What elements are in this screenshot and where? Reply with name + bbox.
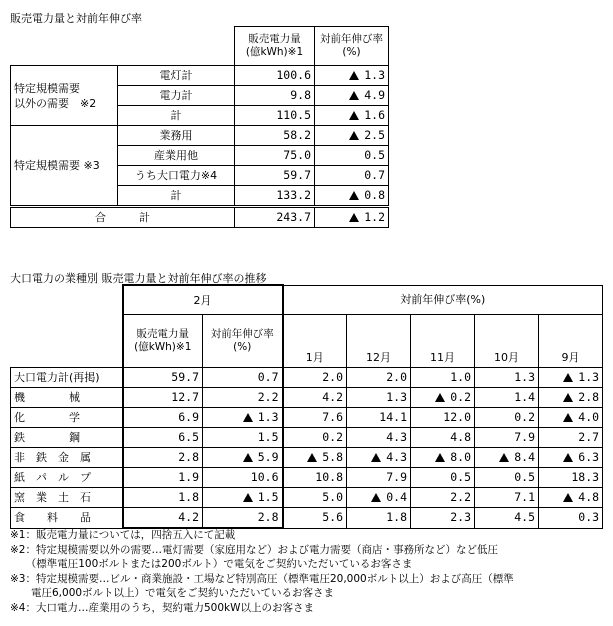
rate-value: 7.9 <box>514 430 535 444</box>
table2-row <box>11 428 603 448</box>
table1-row <box>11 126 389 146</box>
table1-rate <box>315 186 389 207</box>
rate-value: 10.6 <box>250 470 279 484</box>
rate-value: 4.2 <box>322 390 343 404</box>
rate-value: 14.1 <box>379 410 407 424</box>
decrease-triangle-icon <box>371 493 381 502</box>
table2-hist-rate <box>411 508 475 529</box>
table1-row-label: うち大口電力※4 <box>118 166 235 186</box>
table2-hist-rate <box>283 488 347 508</box>
rate-value: 0.2 <box>322 430 343 444</box>
table2-hist-rate <box>475 488 539 508</box>
footnote-line: 電圧6,000ボルト以上）で電気をご契約いただいているお客さま <box>10 587 335 599</box>
table1-col-header: 販売電力量 (億kWh)※1 <box>235 27 315 66</box>
table2-hist-rate <box>539 388 603 408</box>
rate-value: 1.5 <box>257 490 279 504</box>
table1-rate <box>315 86 389 106</box>
decrease-triangle-icon <box>349 111 359 120</box>
table2-hist-rate <box>411 488 475 508</box>
table1-row-label: 電力計 <box>118 86 235 106</box>
decrease-triangle-icon <box>563 493 573 502</box>
table2-row <box>11 448 603 468</box>
table2-hist-rate <box>475 388 539 408</box>
table2-rate <box>203 488 283 508</box>
industry-sales-table <box>10 284 603 529</box>
decrease-triangle-icon <box>563 373 573 382</box>
rate-value: 8.0 <box>450 450 471 464</box>
table2-rate <box>203 408 283 428</box>
table2-row <box>11 508 603 529</box>
table2-hist-rate <box>475 508 539 529</box>
footnote-line: ※2：特定規模需要以外の需要…電灯需要（家庭用など）および電力需要（商店・事務所など）など低圧 <box>10 543 498 556</box>
decrease-triangle-icon <box>563 453 573 462</box>
decrease-triangle-icon <box>563 413 573 422</box>
table2-hist-rate <box>411 468 475 488</box>
rate-value: 0.2 <box>450 390 471 404</box>
decrease-triangle-icon <box>563 393 573 402</box>
table1-total-label: 合 計 <box>11 207 235 228</box>
rate-value: 6.3 <box>578 450 600 464</box>
table1-value: 59.7 <box>235 166 315 186</box>
rate-value: 1.2 <box>364 210 385 224</box>
rate-value: 1.3 <box>257 410 279 424</box>
table2-hist-rate <box>347 388 411 408</box>
table1-rate <box>315 126 389 146</box>
table1-row-label: 業務用 <box>118 126 235 146</box>
table2-value: 6.5 <box>123 428 203 448</box>
table2-title: 大口電力の業種別 販売電力量と対前年伸び率の推移 <box>10 272 267 285</box>
rate-value: 0.4 <box>386 490 407 504</box>
table2-sub-header: 対前年伸び率 (%) <box>203 315 283 368</box>
rate-value: 2.8 <box>578 390 600 404</box>
rate-value: 7.9 <box>386 470 407 484</box>
table1-value: 133.2 <box>235 186 315 207</box>
table2-month-col: 11月 <box>411 315 475 368</box>
decrease-triangle-icon <box>243 413 253 422</box>
table2-value: 2.8 <box>123 448 203 468</box>
table2-hist-rate <box>539 468 603 488</box>
table2-row <box>11 468 603 488</box>
rate-value: 2.0 <box>386 370 407 384</box>
rate-value: 2.5 <box>364 128 385 142</box>
rate-value: 1.5 <box>257 430 279 444</box>
rate-value: 1.6 <box>364 108 385 122</box>
decrease-triangle-icon <box>499 453 509 462</box>
rate-value: 4.9 <box>364 88 385 102</box>
table2-rate <box>203 468 283 488</box>
table2-corner <box>11 285 123 368</box>
rate-value: 2.7 <box>578 430 600 444</box>
decrease-triangle-icon <box>435 453 445 462</box>
table2-rate <box>203 368 283 388</box>
footnote-line: ※3：特定規模需要…ビル・商業施設・工場など特別高圧（標準電圧20,000ボルト以上）および高圧（標準 <box>10 572 514 585</box>
table1-col-header: 対前年伸び率 (%) <box>315 27 389 66</box>
table2-row <box>11 388 603 408</box>
table2-rate <box>203 388 283 408</box>
table1-value: 58.2 <box>235 126 315 146</box>
rate-value: 0.3 <box>578 510 600 525</box>
decrease-triangle-icon <box>349 71 359 80</box>
footnote-line: ※4：大口電力…産業用のうち，契約電力500kW以上のお客さま <box>10 601 314 614</box>
decrease-triangle-icon <box>349 213 359 222</box>
table2-hist-rate <box>283 508 347 529</box>
table2-row <box>11 488 603 508</box>
rate-value: 0.2 <box>514 410 535 424</box>
table2-hist-rate <box>411 428 475 448</box>
rate-value: 1.3 <box>514 370 535 384</box>
table2-value: 12.7 <box>123 388 203 408</box>
rate-value: 2.8 <box>257 510 279 524</box>
rate-value: 2.2 <box>450 490 471 504</box>
table2-value: 59.7 <box>123 368 203 388</box>
table2-hist-rate <box>347 508 411 529</box>
table2-hist-rate <box>283 368 347 388</box>
decrease-triangle-icon <box>243 493 253 502</box>
footnote-line: ※1：販売電力量については，四捨五入にて記載 <box>10 529 236 541</box>
rate-value: 1.4 <box>514 390 535 404</box>
table1-total-rate <box>315 207 389 228</box>
rate-value: 5.8 <box>322 450 343 464</box>
table2-sub-header: 販売電力量 (億kWh)※1 <box>123 315 203 368</box>
rate-value: 4.3 <box>386 450 407 464</box>
table2-hist-rate <box>539 428 603 448</box>
table2-rate <box>203 428 283 448</box>
table1-rate <box>315 166 389 186</box>
table1-value: 110.5 <box>235 106 315 126</box>
table2-row-label: 窯 業 土 石 <box>11 488 123 508</box>
table2-row-label: 紙 パ ル プ <box>11 468 123 488</box>
rate-value: 4.0 <box>578 410 600 424</box>
table1-rate <box>315 66 389 86</box>
rate-value: 18.3 <box>571 470 600 484</box>
table2-row-label: 機 械 <box>11 388 123 408</box>
decrease-triangle-icon <box>371 453 381 462</box>
rate-value: 0.7 <box>364 168 385 182</box>
table1-row-label: 計 <box>118 106 235 126</box>
rate-value: 0.8 <box>364 188 385 202</box>
table2-hist-rate <box>539 408 603 428</box>
table2-value: 4.2 <box>123 508 203 529</box>
table2-rate <box>203 448 283 468</box>
table2-hist-rate <box>539 368 603 388</box>
table2-month-col: 9月 <box>539 315 603 368</box>
table1-group-label: 特定規模需要 ※3 <box>11 126 118 207</box>
table2-hist-rate <box>539 508 603 529</box>
table1-value: 75.0 <box>235 146 315 166</box>
table2-rate <box>203 508 283 529</box>
table2-row-label: 化 学 <box>11 408 123 428</box>
rate-value: 0.5 <box>514 470 535 484</box>
rate-value: 2.0 <box>322 370 343 384</box>
table2-hist-rate <box>347 468 411 488</box>
table2-hist-rate <box>347 428 411 448</box>
table2-value: 6.9 <box>123 408 203 428</box>
decrease-triangle-icon <box>349 131 359 140</box>
rate-value: 1.3 <box>386 390 407 404</box>
rate-value: 7.6 <box>322 410 343 424</box>
table2-hist-rate <box>347 448 411 468</box>
table2-hist-rate <box>475 468 539 488</box>
rate-value: 12.0 <box>443 410 471 424</box>
table1-row-label: 産業用他 <box>118 146 235 166</box>
rate-value: 7.1 <box>514 490 535 504</box>
table1-value: 9.8 <box>235 86 315 106</box>
table1-header-row <box>11 27 389 66</box>
table2-row-label: 鉄 鋼 <box>11 428 123 448</box>
rate-value: 5.9 <box>257 450 279 464</box>
table1-rate <box>315 106 389 126</box>
table2-hist-rate <box>475 428 539 448</box>
table2-month-col: 1月 <box>283 315 347 368</box>
table2-value: 1.9 <box>123 468 203 488</box>
footnote-line: （標準電圧100ボルトまたは200ボルト）で電気をご契約いただいているお客さま <box>10 558 413 570</box>
rate-value: 0.5 <box>364 148 385 162</box>
table1-rate <box>315 146 389 166</box>
table2-hist-rate <box>283 408 347 428</box>
rate-value: 2.3 <box>450 510 471 525</box>
rate-value: 8.4 <box>514 450 535 464</box>
table2-header-row-1 <box>11 285 603 315</box>
table2-hist-rate <box>411 408 475 428</box>
table2-hist-rate <box>411 448 475 468</box>
rate-value: 1.3 <box>364 68 385 82</box>
rate-value: 5.6 <box>322 510 343 525</box>
table2-row-label: 食 料 品 <box>11 508 123 529</box>
sales-volume-table <box>10 26 389 228</box>
table1-row <box>11 66 389 86</box>
decrease-triangle-icon <box>349 191 359 200</box>
rate-value: 4.5 <box>514 510 535 525</box>
table1-row-label: 計 <box>118 186 235 207</box>
rate-value: 2.2 <box>257 390 279 404</box>
table2-row-label: 大口電力計(再掲) <box>11 368 123 388</box>
rate-value: 0.5 <box>450 470 471 484</box>
table2-value: 1.8 <box>123 488 203 508</box>
table2-month-col: 12月 <box>347 315 411 368</box>
rate-value: 4.3 <box>386 430 407 444</box>
table1-total-row <box>11 207 389 228</box>
rate-value: 0.7 <box>257 370 279 384</box>
footnotes <box>10 528 514 615</box>
rate-value: 5.0 <box>322 490 343 504</box>
table2-row-label: 非 鉄 金 属 <box>11 448 123 468</box>
table1-row-label: 電灯計 <box>118 66 235 86</box>
table2-rates-header: 対前年伸び率(%) <box>283 285 603 315</box>
rate-value: 4.8 <box>450 430 471 444</box>
table2-hist-rate <box>475 408 539 428</box>
table2-hist-rate <box>347 408 411 428</box>
table2-month-col: 10月 <box>475 315 539 368</box>
table2-row <box>11 368 603 388</box>
decrease-triangle-icon <box>349 91 359 100</box>
table2-hist-rate <box>283 468 347 488</box>
table2-hist-rate <box>411 368 475 388</box>
table2-hist-rate <box>283 448 347 468</box>
decrease-triangle-icon <box>307 453 317 462</box>
table2-hist-rate <box>283 428 347 448</box>
table2-hist-rate <box>475 368 539 388</box>
table2-hist-rate <box>411 388 475 408</box>
table2-hist-rate <box>347 368 411 388</box>
table1-value: 100.6 <box>235 66 315 86</box>
table2-hist-rate <box>347 488 411 508</box>
table2-hist-rate <box>283 388 347 408</box>
table2-hist-rate <box>539 448 603 468</box>
table2-hist-rate <box>539 488 603 508</box>
table2-month-header: 2月 <box>123 285 283 315</box>
table1-group-label: 特定規模需要 以外の需要 ※2 <box>11 66 118 126</box>
table1-total-value: 243.7 <box>235 207 315 228</box>
table1-title: 販売電力量と対前年伸び率 <box>10 12 142 25</box>
rate-value: 1.0 <box>450 370 471 384</box>
rate-value: 1.8 <box>386 510 407 525</box>
rate-value: 1.3 <box>578 370 600 384</box>
rate-value: 10.8 <box>315 470 343 484</box>
table2-row <box>11 408 603 428</box>
decrease-triangle-icon <box>435 393 445 402</box>
rate-value: 4.8 <box>578 490 600 504</box>
decrease-triangle-icon <box>243 453 253 462</box>
table1-corner <box>11 27 235 66</box>
table2-hist-rate <box>475 448 539 468</box>
